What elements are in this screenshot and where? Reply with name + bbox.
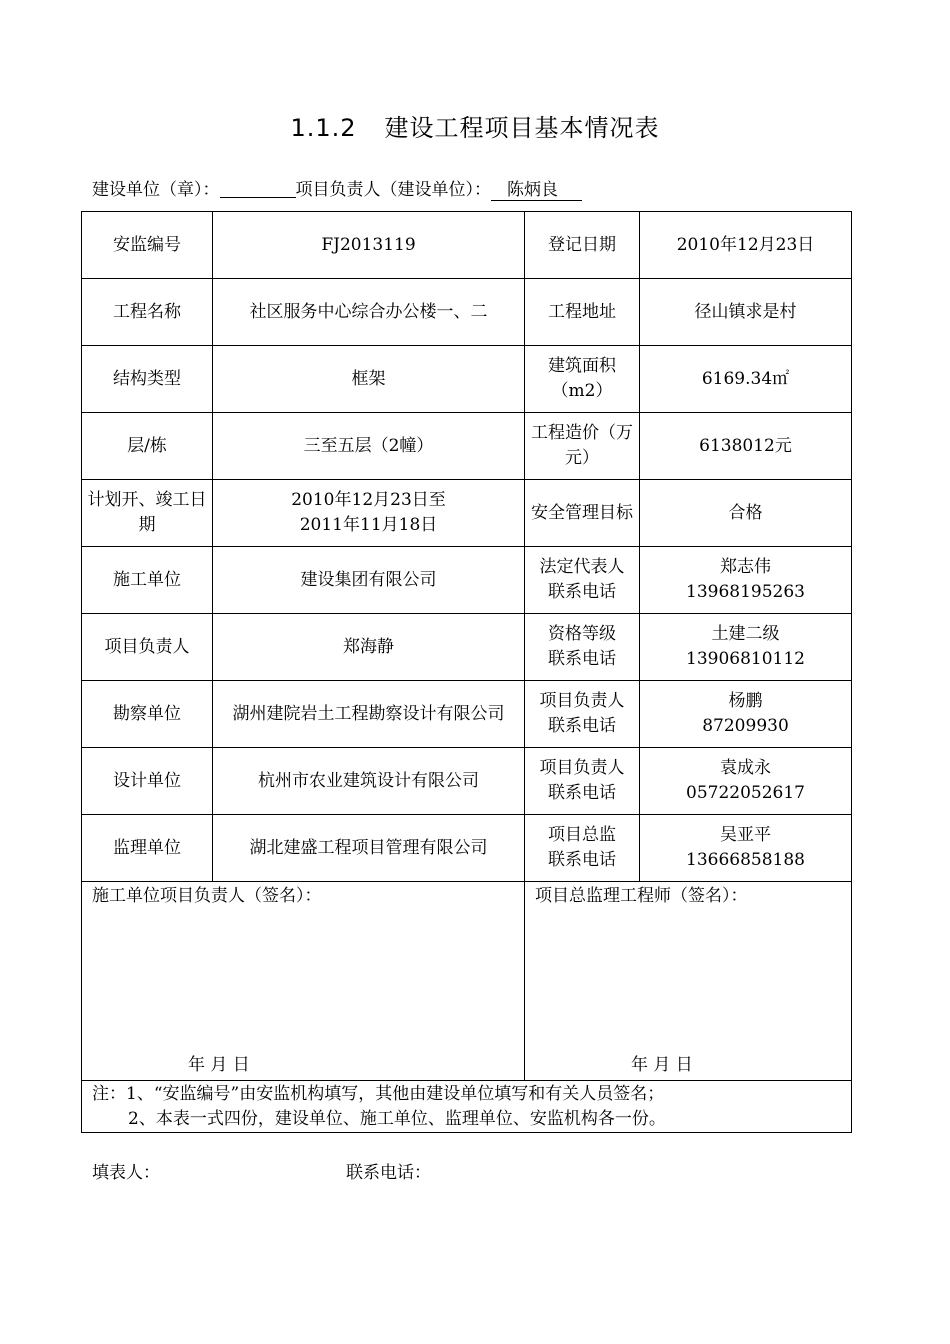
label-line: 资格等级 — [548, 624, 616, 644]
cell-label: 工程地址 — [525, 279, 640, 346]
cell-label: 结构类型 — [82, 346, 213, 413]
phone-label: 联系电话： — [346, 1163, 431, 1183]
cell-value — [640, 681, 852, 748]
cell-value — [640, 815, 852, 882]
label-line: 项目负责人 — [539, 691, 625, 711]
value-line: 郑志伟 — [720, 557, 771, 577]
value-line: 13666858188 — [686, 850, 805, 870]
table-row — [82, 815, 852, 882]
cell-label: 工程造价（万元） — [525, 413, 640, 480]
table-row — [82, 480, 852, 547]
cell-label: 登记日期 — [525, 212, 640, 279]
cell-value — [213, 480, 525, 547]
cell-value: 径山镇求是村 — [640, 279, 852, 346]
unit-blank — [220, 180, 296, 198]
label-line: 项目负责人 — [539, 758, 625, 778]
supervisor-signature-date: 年 月 日 — [631, 1055, 693, 1075]
value-line: 杨鹏 — [728, 691, 763, 711]
label-line: 联系电话 — [548, 582, 616, 602]
cell-label: 施工单位 — [82, 547, 213, 614]
cell-value: 6169.34㎡ — [640, 346, 852, 413]
cell-label — [525, 815, 640, 882]
table-row — [82, 547, 852, 614]
project-info-table — [81, 211, 852, 1133]
title-number: 1.1.2 — [290, 114, 357, 142]
supervisor-signature-label: 项目总监理工程师（签名）： — [535, 886, 748, 906]
cell-value: 6138012元 — [640, 413, 852, 480]
value-line: 87209930 — [702, 716, 789, 736]
cell-value: 杭州市农业建筑设计有限公司 — [213, 748, 525, 815]
note-line-2: 2、本表一式四份，建设单位、施工单位、监理单位、安监机构各一份。 — [128, 1109, 666, 1129]
notes-row — [82, 1081, 852, 1133]
label-line: 联系电话 — [548, 716, 616, 736]
cell-value: 湖州建院岩土工程勘察设计有限公司 — [213, 681, 525, 748]
label-line: 联系电话 — [548, 649, 616, 669]
page-title — [0, 108, 950, 143]
cell-value: 社区服务中心综合办公楼一、二 — [213, 279, 525, 346]
cell-label: 监理单位 — [82, 815, 213, 882]
end-date: 2011年11月18日 — [299, 515, 438, 535]
table-row — [82, 681, 852, 748]
contractor-signature-date: 年 月 日 — [188, 1055, 250, 1075]
cell-label: 层/栋 — [82, 413, 213, 480]
cell-value — [640, 748, 852, 815]
cell-label: 项目负责人 — [82, 614, 213, 681]
label-line: 项目总监 — [548, 825, 616, 845]
start-date: 2010年12月23日至 — [291, 490, 446, 510]
notes-cell — [82, 1081, 852, 1133]
table-row — [82, 614, 852, 681]
contractor-signature-label: 施工单位项目负责人（签名）： — [92, 886, 322, 906]
cell-value: 郑海静 — [213, 614, 525, 681]
cell-label: 安全管理目标 — [525, 480, 640, 547]
value-line: 土建二级 — [711, 624, 780, 644]
cell-value: 三至五层（2幢） — [213, 413, 525, 480]
value-line: 13906810112 — [686, 649, 805, 669]
cell-value: 湖北建盛工程项目管理有限公司 — [213, 815, 525, 882]
label-line: 联系电话 — [548, 850, 616, 870]
header-line — [92, 175, 582, 201]
value-line: 05722052617 — [686, 783, 805, 803]
cell-value: 框架 — [213, 346, 525, 413]
table-row — [82, 346, 852, 413]
manager-value: 陈炳良 — [491, 175, 582, 201]
cell-value — [640, 547, 852, 614]
cell-label — [525, 748, 640, 815]
cell-label: 设计单位 — [82, 748, 213, 815]
filler-label: 填表人： — [92, 1163, 160, 1183]
value-line: 吴亚平 — [720, 825, 771, 845]
supervisor-signature-box[interactable] — [525, 882, 852, 1081]
table-row — [82, 279, 852, 346]
cell-value: 建设集团有限公司 — [213, 547, 525, 614]
cell-label — [525, 681, 640, 748]
manager-label: 项目负责人（建设单位）： — [295, 180, 491, 200]
cell-value — [640, 614, 852, 681]
table-row — [82, 413, 852, 480]
unit-label: 建设单位（章）： — [92, 180, 220, 200]
cell-value: 合格 — [640, 480, 852, 547]
cell-value: 2010年12月23日 — [640, 212, 852, 279]
value-line: 袁成永 — [720, 758, 771, 778]
contractor-signature-box[interactable] — [82, 882, 525, 1081]
value-line: 13968195263 — [686, 582, 805, 602]
cell-value: FJ2013119 — [213, 212, 525, 279]
cell-label: 计划开、竣工日期 — [82, 480, 213, 547]
cell-label: 安监编号 — [82, 212, 213, 279]
label-line: 法定代表人 — [539, 557, 625, 577]
table-row — [82, 748, 852, 815]
cell-label: 建筑面积（m2） — [525, 346, 640, 413]
cell-label: 工程名称 — [82, 279, 213, 346]
cell-label — [525, 547, 640, 614]
signature-row — [82, 882, 852, 1081]
label-line: 联系电话 — [548, 783, 616, 803]
cell-label: 勘察单位 — [82, 681, 213, 748]
note-line-1: 注：1、“安监编号”由安监机构填写，其他由建设单位填写和有关人员签名； — [92, 1084, 665, 1104]
title-text: 建设工程项目基本情况表 — [384, 114, 660, 142]
cell-label — [525, 614, 640, 681]
table-row — [82, 212, 852, 279]
